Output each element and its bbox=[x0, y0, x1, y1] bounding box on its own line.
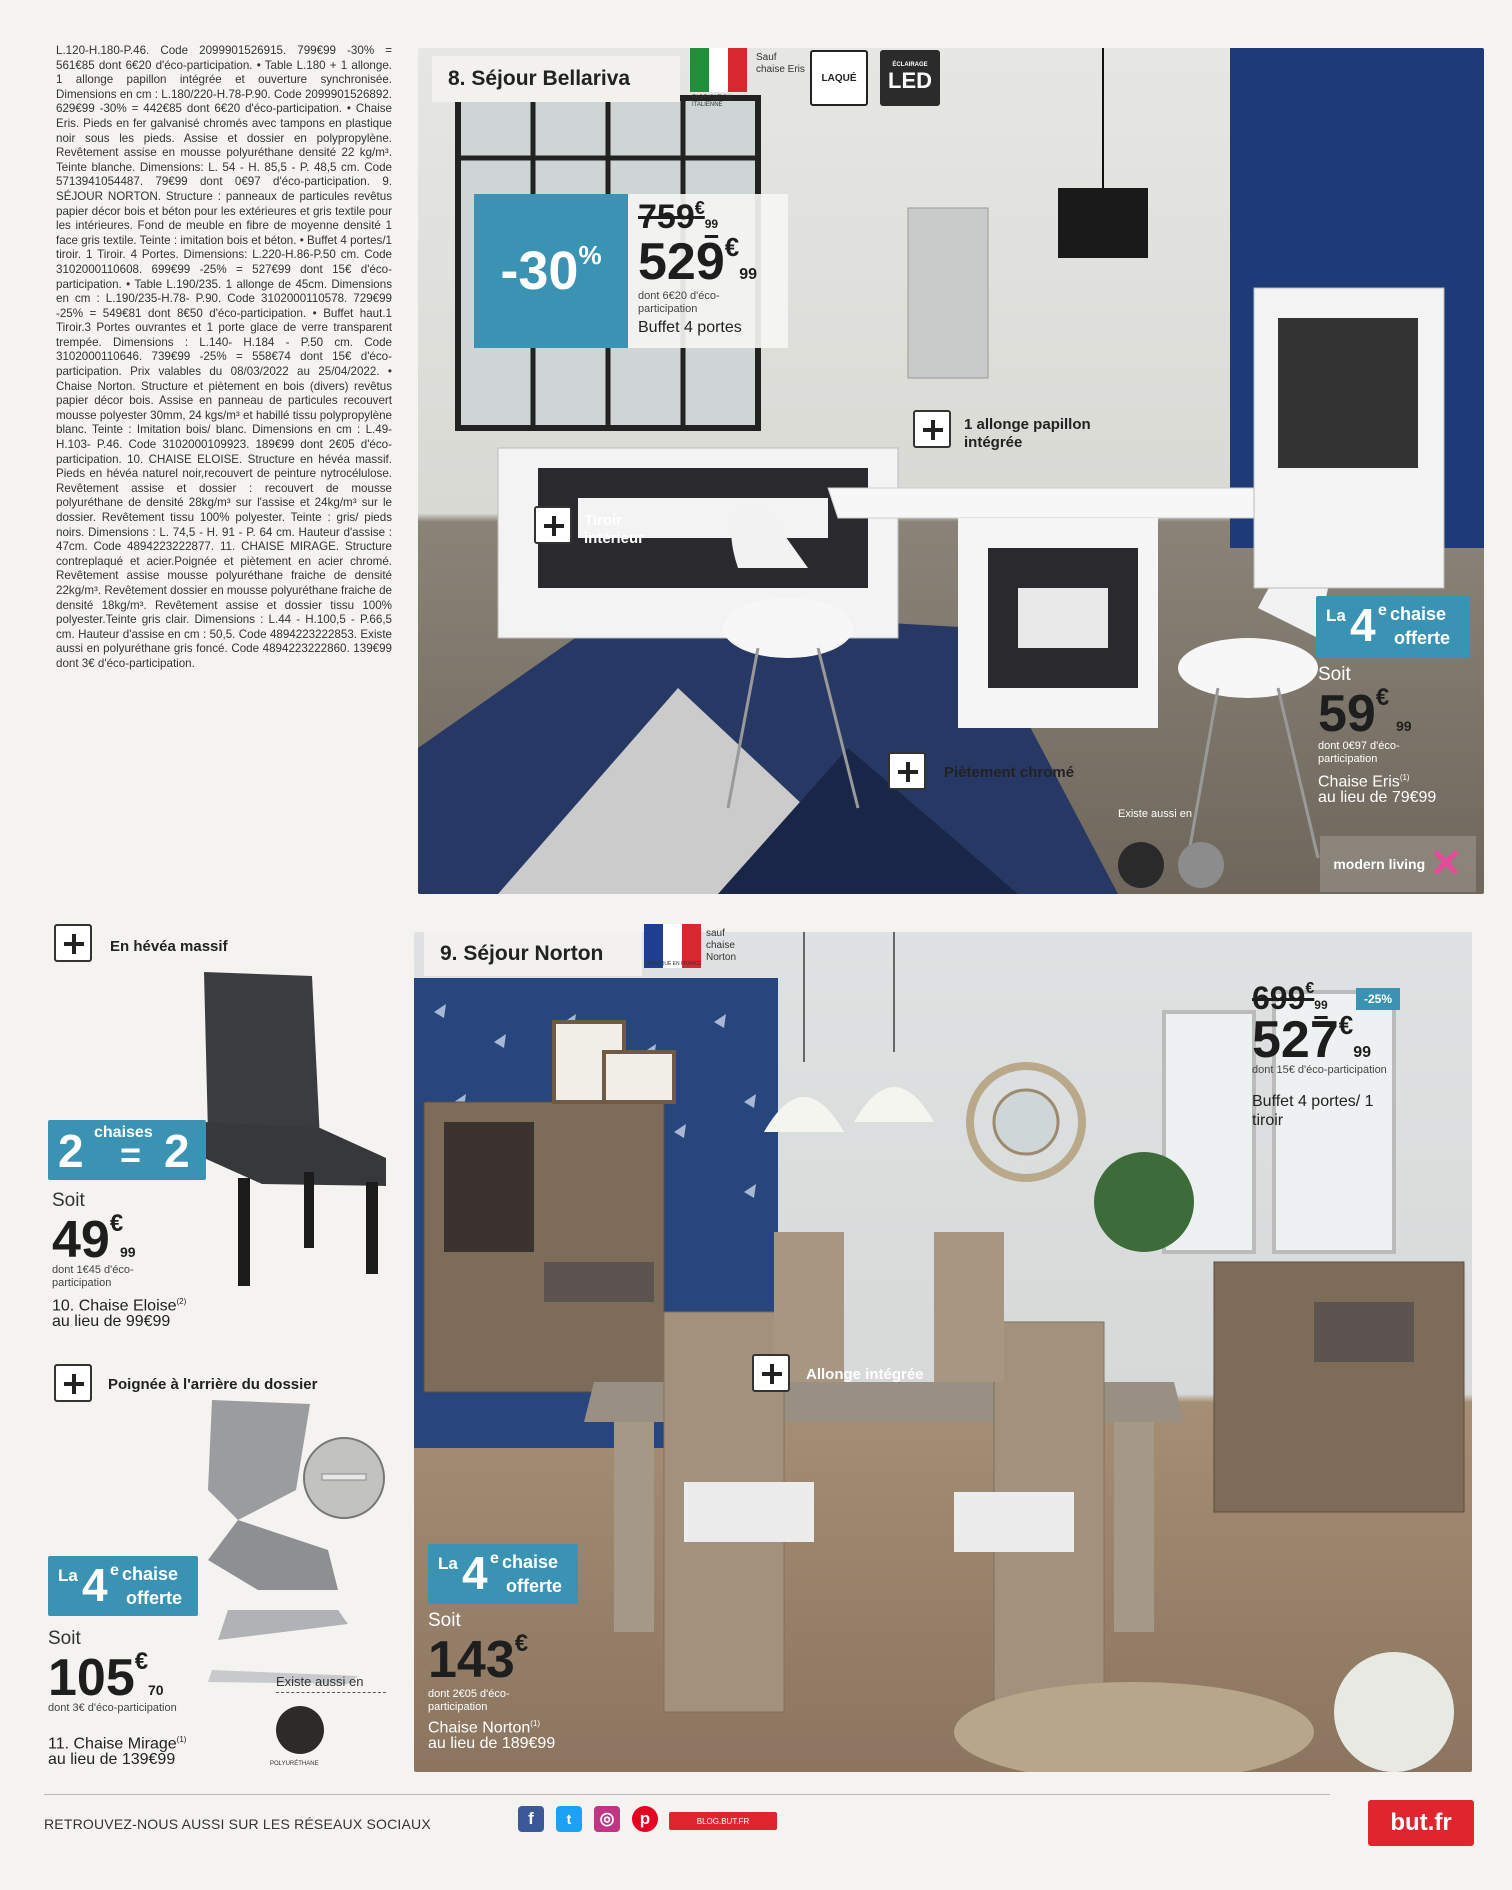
eloise-chair-illustration bbox=[196, 972, 392, 1288]
product-description-text: L.120-H.180-P.46. Code 2099901526915. 799€99 -30% = 561€85 dont 6€20 d'éco-participation. • Table L.180 + 1 allonge. 1 allonge papillon intégrée et ouverture synchronisée. Dimensions en cm : L.180/220-H.78-P.90. Code 2099901526892. 629€99 -30% = 442€85 dont 6€20 d'éco-participation. • Chaise Eris. Pieds en fer galvanisé chromés avec tampons en plastique noir sous les pieds. Assise et dossier en polypropylène. Revêtement assise en mousse polyuréthane densité 22 kg/m³. Teinte blanche. Dimensions: L. 54 - H. 85,5 - P. 48,5 cm. Code 5713941054487. 79€99 dont 0€97 d'éco-participation. 9. SÉJOUR NORTON. Structure : panneaux de particules revêtus papier décor bois et béton pour les extérieures et gris textile pour les intérieures. Fond de meuble en fibre de moyenne densité 1 face gris textile. Teinte : imitation bois et béton. • Buffet 4 portes/1 tiroir. 1 Tiroir. 4 Portes. Dimensions: L.220-H.86-P.50 cm. Code 3102000110608. 699€99 -25% = 527€99 dont 15€ d'éco-participation. • Table L.190/235. 1 allonge de 45cm. Dimensions en cm : L.190/235-H.78- P.90. Code 3102000110578. 729€99 -25% = 549€81 dont 8€50 d'éco-participation. • Buffet haut.1 Tiroir.3 Portes ouvrantes et 1 porte glace de verre transparent trempée. Dimensions : L.140- H.184 - P.50 cm. Code 3102000110646. 739€99 -25% = 558€74 dont 15€ d'éco-participation. Prix valables du 08/03/2022 au 25/04/2022. • Chaise Norton. Structure et piètement en bois (divers) revêtus papier décor bois. Assise en panneau de particules recouvert mousse polyester 30mm, 24 kgs/m³ et habillé tissu polypropylène blanc. Teinte : Imitation bois/ blanc. Dimensions en cm : L.49- H.103- P.46. Code 3102000109923. 189€99 dont 2€05 d'éco-participation. 10. CHAISE ELOISE. Structure en hévéa massif. Pieds en hévéa naturel noir,recouvert de peinture nytrocélulose. Revêtement assise et dossier : recouvert de mousse polyuréthane de densité 28kg/m³ sur l'assise et 24kg/m³ sur le dossier. Revêtement tissu 100% polyester. Teinte : gris/ pieds noirs. Dimensions : L. 74,5 - H. 91 - P. 64 cm. Hauteur d'assise : 47cm. Code 4894223222877. 11. CHAISE MIRAGE. Structure contreplaqué et acier.Poignée et piètement en acier chromé. Revêtement assise mousse polyuréthane fraiche de densité 22kg/m³. Revêtement dossier en mousse polyuréthane fraiche de densité 18kg/m³. Revêtement assise et dossier tissu 100% polyester.Teinte gris clair. Dimensions : L.44 - H.100,5 - P.66,5 cm. Hauteur d'assise en cm : 50,5. Code 4894223222853. Existe aussi en polyuréthane gris foncé. Code 4894223222860. 139€99 dont 3€ d'éco-participation. bbox=[56, 44, 392, 670]
bellariva-existe-label: Existe aussi en bbox=[1118, 808, 1192, 820]
bellariva-product-name: Buffet 4 portes bbox=[638, 319, 742, 336]
bellariva-feature-tiroir: Tiroir intérieur bbox=[584, 512, 645, 547]
mirage-chaise-word: chaise bbox=[122, 1564, 179, 1584]
color-swatch-dark bbox=[276, 1706, 324, 1754]
norton-chair-price bbox=[428, 1630, 528, 1690]
instagram-icon[interactable]: ◎ bbox=[594, 1806, 620, 1832]
norton-chair-price-cur: € bbox=[514, 1630, 529, 1657]
norton-chaise-word: chaise bbox=[502, 1552, 559, 1572]
norton-title-box bbox=[424, 932, 642, 976]
italy-flag-caption: FABRICATION ITALIENNE bbox=[692, 95, 732, 108]
eloise-promo-eq: = bbox=[120, 1134, 142, 1175]
x-mark-icon: ✕ bbox=[1429, 842, 1463, 886]
bellariva-flag-note: Sauf chaise Eris bbox=[756, 52, 805, 75]
bellariva-old-price-cents: 99 bbox=[704, 217, 719, 231]
mirage-existe-label: Existe aussi en bbox=[276, 1676, 386, 1693]
norton-price-cents: 99 bbox=[1353, 1044, 1372, 1061]
mirage-chaise-off: offerte bbox=[126, 1588, 183, 1608]
eloise-old-price: au lieu de 99€99 bbox=[52, 1313, 171, 1330]
bellariva-price-int: 529 bbox=[638, 233, 725, 291]
norton-soit: Soit bbox=[428, 1610, 461, 1631]
bellariva-feature-pietement: Piètement chromé bbox=[944, 764, 1075, 781]
led-badge bbox=[880, 50, 940, 106]
norton-product-name: Buffet 4 portes/ 1 tiroir bbox=[1252, 1093, 1374, 1129]
bellariva-chair-eco: dont 0€97 d'éco-participation bbox=[1318, 740, 1400, 765]
mirage-name-sup: (1) bbox=[176, 1735, 187, 1744]
footer-social-text: RETROUVEZ-NOUS AUSSI SUR LES RÉSEAUX SOCIAUX bbox=[44, 1816, 431, 1832]
bellariva-chaise-off: offerte bbox=[1394, 628, 1451, 648]
norton-flag-note: sauf chaise Norton bbox=[706, 928, 737, 963]
norton-chair-old-price: au lieu de 189€99 bbox=[428, 1735, 556, 1752]
mirage-feature: Poignée à l'arrière du dossier bbox=[108, 1376, 318, 1393]
mirage-swatch-label: POLYURÉTHANE bbox=[270, 1761, 319, 1767]
eloise-price bbox=[52, 1210, 162, 1270]
eloise-name-text: 10. Chaise Eloise bbox=[52, 1297, 177, 1315]
bellariva-title: 8. Séjour Bellariva bbox=[448, 67, 631, 90]
eloise-promo-num2: 2 bbox=[164, 1125, 190, 1177]
eloise-soit: Soit bbox=[52, 1190, 85, 1211]
mirage-chaise-la: La bbox=[58, 1566, 78, 1585]
footer-divider bbox=[44, 1794, 1330, 1795]
eloise-price-int: 49 bbox=[52, 1211, 110, 1269]
laque-badge bbox=[810, 50, 868, 106]
mirage-price bbox=[48, 1648, 188, 1708]
bellariva-price-cur: € bbox=[724, 232, 740, 262]
norton-title: 9. Séjour Norton bbox=[440, 942, 604, 965]
plus-icon bbox=[54, 1364, 92, 1402]
laque-badge-label: LAQUÉ bbox=[821, 72, 857, 84]
bellariva-chair-price-cents: 99 bbox=[1396, 718, 1412, 734]
plus-icon bbox=[752, 1354, 790, 1392]
norton-chaise-la: La bbox=[438, 1554, 458, 1573]
mirage-eco: dont 3€ d'éco-participation bbox=[48, 1702, 177, 1714]
twitter-icon[interactable]: t bbox=[556, 1806, 582, 1832]
norton-discount-badge: -25% bbox=[1356, 988, 1400, 1010]
mirage-soit: Soit bbox=[48, 1628, 81, 1649]
bellariva-eco: dont 6€20 d'éco-participation bbox=[638, 290, 720, 315]
norton-chair-name-text: Chaise Norton bbox=[428, 1719, 531, 1737]
plus-icon bbox=[913, 410, 951, 448]
mirage-chair-illustration bbox=[198, 1400, 388, 1690]
mirage-name-text: 11. Chaise Mirage bbox=[48, 1735, 177, 1753]
bellariva-price bbox=[638, 232, 757, 292]
plus-icon bbox=[534, 506, 572, 544]
mirage-old-price: au lieu de 139€99 bbox=[48, 1751, 176, 1768]
led-badge-label: LED bbox=[888, 68, 932, 93]
eloise-eco: dont 1€45 d'éco-participation bbox=[52, 1264, 134, 1289]
mirage-price-cents: 70 bbox=[148, 1682, 164, 1698]
mirage-price-cur: € bbox=[134, 1648, 149, 1675]
bellariva-chair-old-price: au lieu de 79€99 bbox=[1318, 789, 1437, 806]
eloise-promo-badge bbox=[48, 1120, 206, 1180]
bellariva-chaise-sup: e bbox=[1378, 602, 1387, 619]
bellariva-chaise-la: La bbox=[1326, 606, 1346, 625]
norton-chair-price-int: 143 bbox=[428, 1631, 515, 1689]
france-flag-caption: FABRIQUÉ EN FRANCE bbox=[646, 961, 702, 967]
blog-link[interactable]: BLOG.BUT.FR bbox=[669, 1812, 777, 1830]
norton-price bbox=[1252, 1010, 1371, 1070]
norton-eco: dont 15€ d'éco-participation bbox=[1252, 1064, 1387, 1076]
color-swatch-grey bbox=[1178, 842, 1224, 888]
bellariva-chaise-offerte-badge bbox=[1316, 596, 1470, 658]
bellariva-old-price-cur: € bbox=[694, 198, 705, 218]
bellariva-discount-value: -30 bbox=[500, 241, 579, 301]
bellariva-chair-price-cur: € bbox=[1375, 684, 1390, 711]
norton-old-price-int: 699 bbox=[1252, 980, 1306, 1016]
norton-price-int: 527 bbox=[1252, 1011, 1339, 1069]
eloise-feature: En hévéa massif bbox=[110, 938, 228, 955]
plus-icon bbox=[54, 924, 92, 962]
plus-icon bbox=[888, 752, 926, 790]
norton-chaise-off: offerte bbox=[506, 1576, 563, 1596]
color-swatch-black bbox=[1118, 842, 1164, 888]
eloise-price-cur: € bbox=[109, 1210, 124, 1237]
bellariva-chair-price-int: 59 bbox=[1318, 685, 1376, 743]
bellariva-chair-name-sup: (1) bbox=[1399, 773, 1410, 782]
bellariva-soit: Soit bbox=[1318, 664, 1351, 685]
norton-feature-allonge: Allonge intégrée bbox=[806, 1366, 924, 1383]
mirage-chaise-num: 4 bbox=[82, 1559, 108, 1611]
eloise-price-cents: 99 bbox=[120, 1244, 136, 1260]
norton-chaise-sup: e bbox=[490, 1550, 499, 1567]
norton-chair-name-sup: (1) bbox=[530, 1719, 541, 1728]
norton-old-price-cur: € bbox=[1305, 980, 1315, 997]
norton-chair-eco: dont 2€05 d'éco-participation bbox=[428, 1688, 510, 1713]
bellariva-chaise-word: chaise bbox=[1390, 604, 1447, 624]
bellariva-title-box bbox=[432, 56, 680, 102]
mirage-price-int: 105 bbox=[48, 1649, 135, 1707]
norton-price-cur: € bbox=[1338, 1010, 1354, 1040]
bellariva-discount-badge bbox=[474, 194, 628, 348]
facebook-icon[interactable]: f bbox=[518, 1806, 544, 1832]
eloise-promo-num1: 2 bbox=[58, 1125, 84, 1177]
italy-flag-icon bbox=[690, 48, 747, 92]
mirage-chaise-offerte-badge bbox=[48, 1556, 198, 1616]
norton-chaise-num: 4 bbox=[462, 1547, 488, 1599]
bellariva-price-cents: 99 bbox=[739, 266, 758, 283]
bellariva-feature-allonge: 1 allonge papillon intégrée bbox=[964, 416, 1091, 451]
bellariva-chaise-num: 4 bbox=[1350, 599, 1376, 651]
bellariva-chair-price bbox=[1318, 684, 1438, 744]
norton-chaise-offerte-badge bbox=[428, 1544, 578, 1604]
modern-living-label: modern living bbox=[1333, 856, 1426, 872]
mirage-chaise-sup: e bbox=[110, 1562, 119, 1579]
led-badge-small: ÉCLAIRAGE bbox=[892, 62, 928, 68]
norton-old-price-cents: 99 bbox=[1314, 998, 1328, 1012]
bellariva-chair-name-text: Chaise Eris bbox=[1318, 773, 1400, 791]
eloise-name-sup: (2) bbox=[176, 1297, 187, 1306]
bellariva-discount-pct: % bbox=[578, 240, 602, 270]
pinterest-icon[interactable]: p bbox=[632, 1806, 658, 1832]
eloise-promo-word: chaises bbox=[94, 1124, 153, 1141]
but-fr-logo[interactable]: but.fr bbox=[1368, 1800, 1474, 1846]
modern-living-logo bbox=[1320, 836, 1476, 892]
bellariva-old-price-int: 759 bbox=[638, 198, 695, 236]
